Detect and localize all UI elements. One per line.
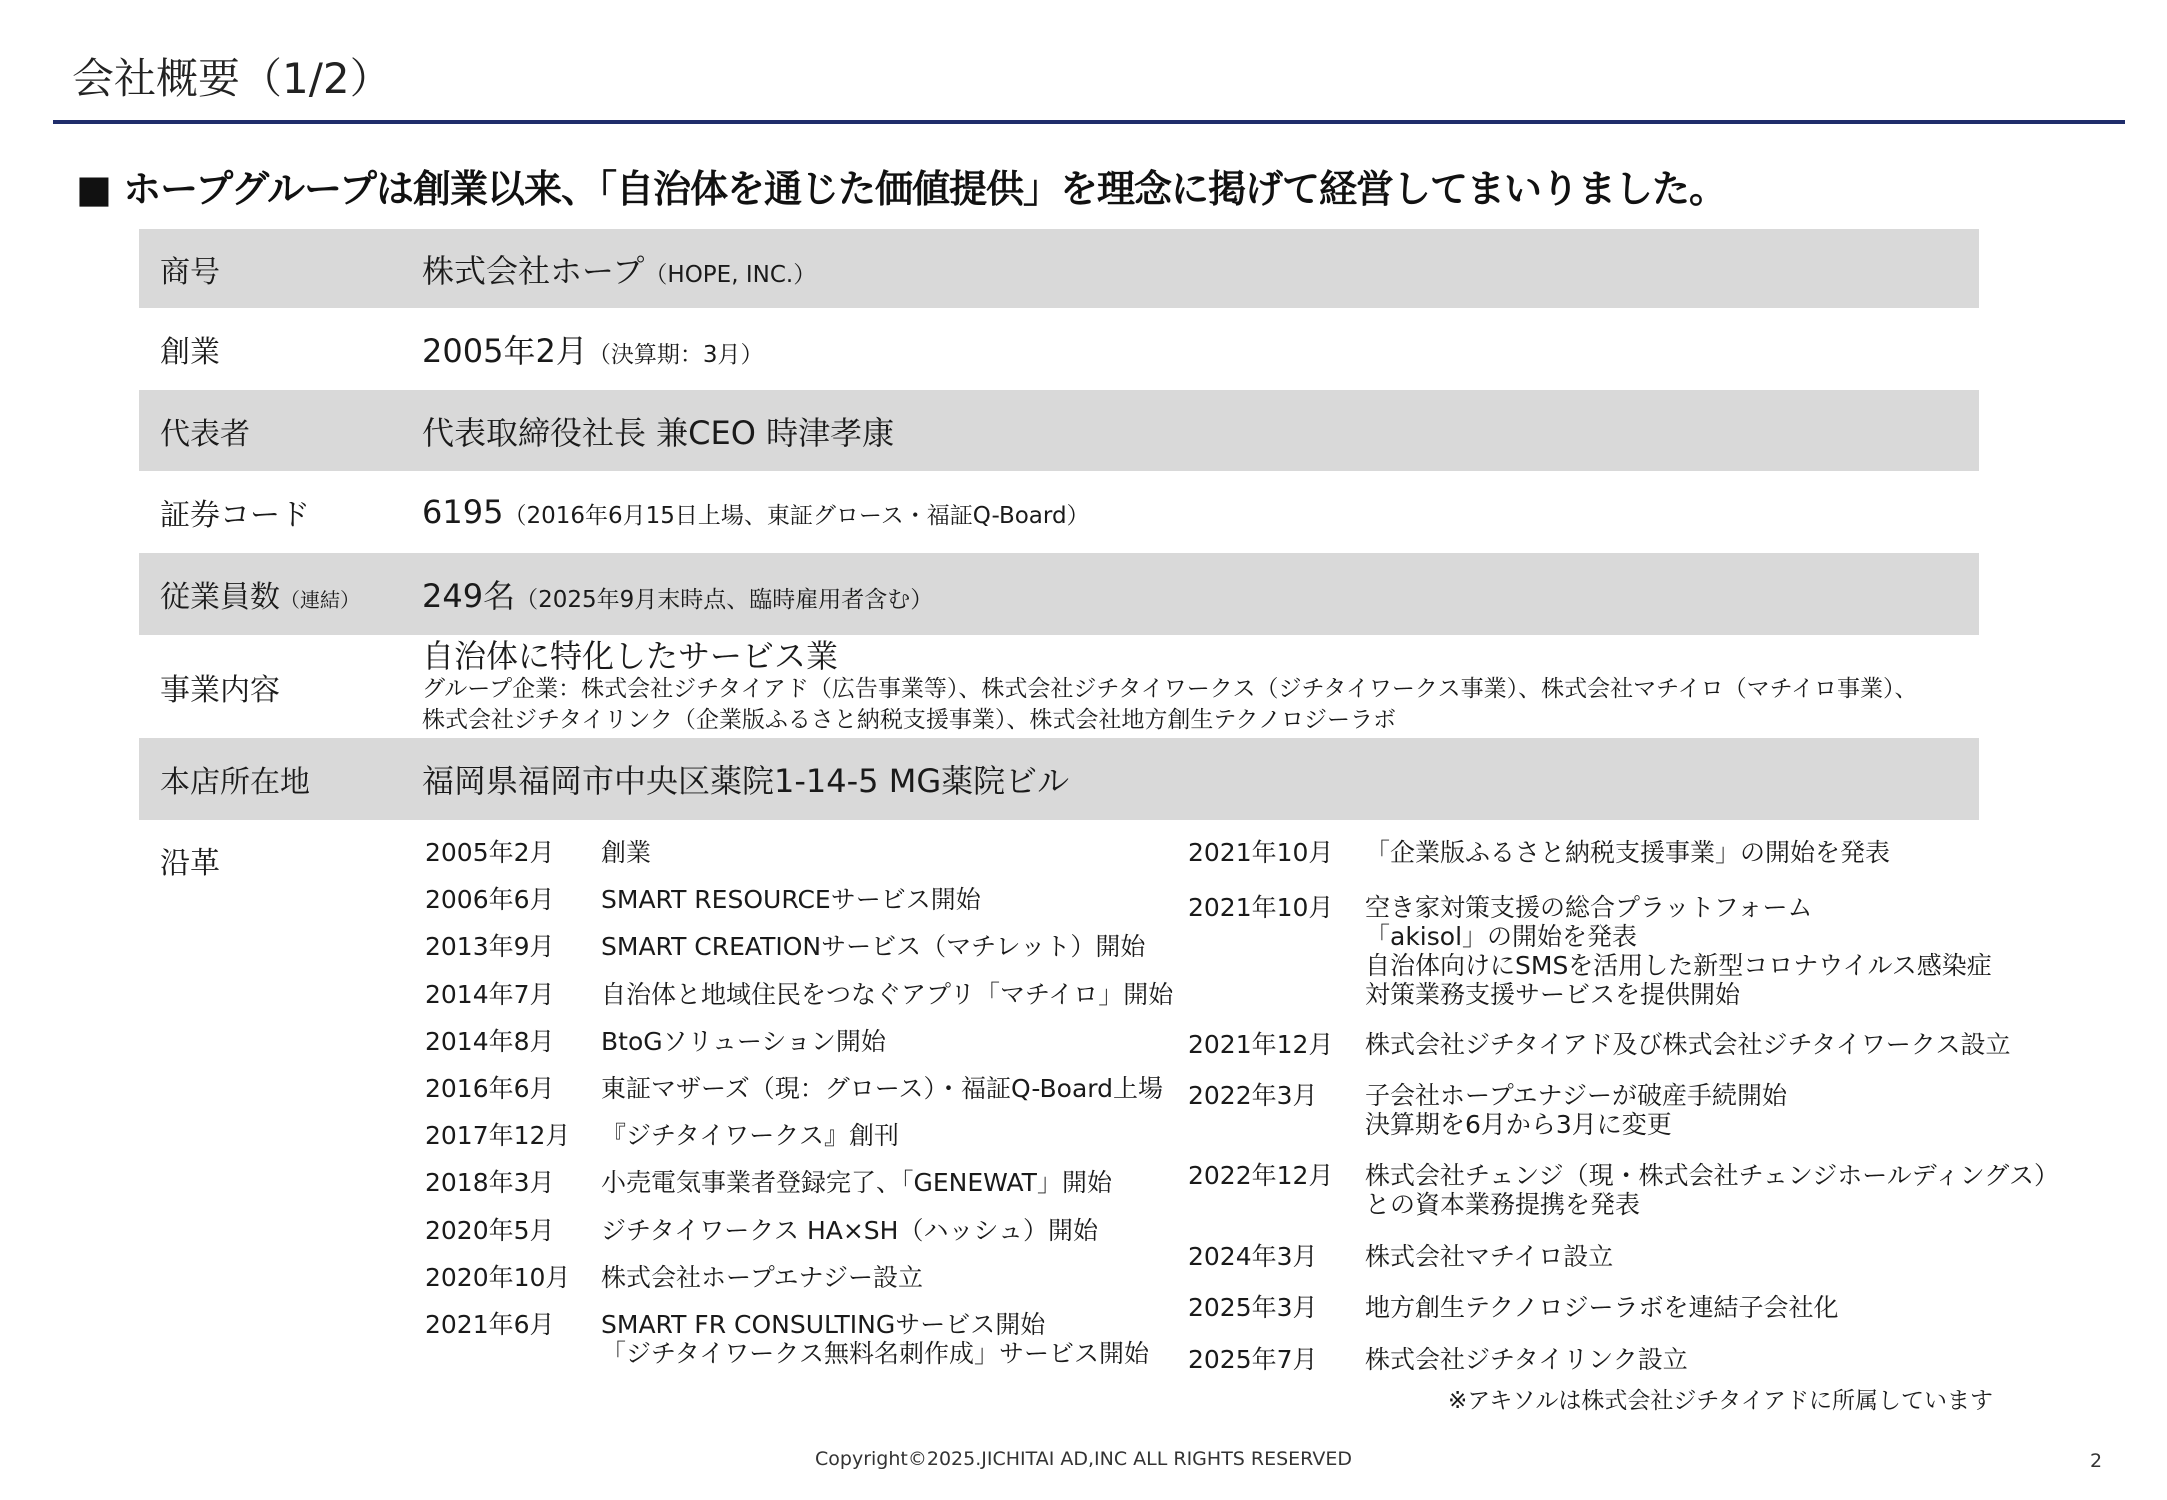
history-event (1365, 1293, 1839, 1322)
history-event (1365, 1161, 2059, 1219)
history-event-line: 株式会社マチイロ設立 (1365, 1242, 1614, 1271)
history-date: 2016年6月 (425, 1074, 555, 1103)
row-founded (139, 308, 1979, 390)
history-event (1365, 1345, 1688, 1374)
history-event-line: 「企業版ふるさと納税支援事業」の開始を発表 (1365, 838, 1891, 867)
history-event-line: 株式会社ジチタイアド及び株式会社ジチタイワークス設立 (1365, 1030, 2011, 1059)
row-label: 証券コード (160, 498, 310, 533)
group-companies-line: グループ企業：株式会社ジチタイアド（広告事業等）、株式会社ジチタイワークス（ジチタイワークス事業）、株式会社マチイロ（マチイロ事業）、 (422, 675, 1918, 702)
history-label: 沿革 (160, 846, 220, 881)
history-event-line: 決算期を6月から3月に変更 (1365, 1110, 1672, 1139)
history-event (601, 838, 651, 867)
history-event (601, 1263, 923, 1292)
history-note: ※アキソルは株式会社ジチタイアドに所属しています (1448, 1388, 1994, 1414)
history-event-line: 「akisol」の開始を発表 (1365, 922, 1638, 951)
history-date: 2013年9月 (425, 932, 555, 962)
row-employees (139, 553, 1979, 635)
value-text: 249名 (422, 577, 516, 615)
value-note: （決算期：3月） (587, 342, 764, 368)
history-event (601, 1074, 1163, 1103)
row-value (422, 246, 816, 292)
row-label: 商号 (160, 254, 220, 290)
history-event (601, 1310, 1149, 1368)
row-value: 代表取締役社長 兼CEO 時津孝康 (422, 413, 895, 452)
history-date: 2020年5月 (425, 1215, 555, 1245)
history-event-line: 対策業務支援サービスを提供開始 (1365, 980, 1741, 1009)
history-date: 2005年2月 (425, 838, 555, 867)
value-text: 6195 (422, 493, 504, 531)
page-title: 会社概要（1/2） (72, 54, 392, 103)
row-label (160, 572, 360, 616)
history-event (1365, 1030, 2011, 1059)
history-date: 2022年12月 (1188, 1161, 1334, 1190)
history-date: 2021年12月 (1188, 1030, 1334, 1059)
history-event-line: 『ジチタイワークス』創刊 (601, 1121, 900, 1151)
history-date: 2022年3月 (1188, 1081, 1318, 1110)
history-event-line: 「ジチタイワークス無料名刺作成」サービス開始 (601, 1339, 1150, 1368)
history-date: 2014年8月 (425, 1026, 555, 1056)
history-event-line: ジチタイワークス HA×SH（ハッシュ）開始 (601, 1215, 1098, 1245)
history-event (601, 1121, 899, 1150)
row-representative (139, 390, 1979, 471)
history-event-line: BtoGソリューション開始 (601, 1026, 886, 1056)
group-companies-line: 株式会社ジチタイリンク（企業版ふるさと納税支援事業）、株式会社地方創生テクノロジーラボ (422, 706, 1397, 733)
history-event-line: 小売電気事業者登録完了、「GENEWAT」開始 (601, 1168, 1112, 1198)
history-date: 2025年3月 (1188, 1293, 1318, 1322)
value-text: 2005年2月 (422, 332, 588, 370)
history-event-line: 株式会社ジチタイリンク設立 (1365, 1345, 1688, 1374)
history-event-line: 株式会社ホープエナジー設立 (601, 1262, 924, 1292)
history-event (601, 885, 981, 914)
row-value (422, 326, 763, 372)
history-event-line: 株式会社チェンジ（現・株式会社チェンジホールディングス） (1365, 1161, 2060, 1190)
title-divider (53, 120, 2125, 124)
row-label: 本店所在地 (160, 765, 310, 800)
value-text: 自治体に特化したサービス業 (422, 636, 839, 675)
row-business (139, 635, 1979, 738)
row-label: 代表者 (160, 416, 250, 452)
history-event (1365, 838, 1890, 867)
history-date: 2017年12月 (425, 1121, 571, 1151)
history-event (601, 932, 1145, 961)
history-event (1365, 1242, 1613, 1271)
history-event (601, 1027, 886, 1056)
row-label: 創業 (160, 335, 220, 370)
history-event (601, 1216, 1098, 1245)
history-event (1365, 1081, 1787, 1139)
row-securities-code (139, 471, 1979, 553)
row-label: 事業内容 (160, 672, 280, 708)
row-value (422, 493, 1090, 531)
history-event-line: SMART CREATIONサービス（マチレット）開始 (601, 932, 1146, 962)
row-value (422, 571, 933, 617)
history-event-line: 地方創生テクノロジーラボを連結子会社化 (1365, 1293, 1839, 1322)
history-event-line: との資本業務提携を発表 (1365, 1190, 1641, 1219)
row-value (422, 638, 1917, 736)
history-date: 2006年6月 (425, 885, 555, 915)
copyright: Copyright©2025.JICHITAI AD,INC ALL RIGHTS RESERVED (815, 1448, 1352, 1470)
value-note: （2025年9月末時点、臨時雇用者含む） (515, 587, 934, 613)
label-text: 従業員数 (160, 580, 280, 615)
row-head-office (139, 738, 1979, 820)
row-value: 福岡県福岡市中央区薬院1-14-5 MG薬院ビル (422, 762, 1070, 800)
history-event (601, 980, 1173, 1009)
history-date: 2024年3月 (1188, 1242, 1318, 1271)
history-event (1365, 893, 1992, 1009)
history-event-line: 東証マザーズ（現：グロース）・福証Q-Board上場 (601, 1074, 1163, 1103)
history-event-line: SMART RESOURCEサービス開始 (601, 885, 981, 915)
value-note: （HOPE, INC.） (644, 261, 817, 288)
history-date: 2020年10月 (425, 1262, 571, 1292)
value-text: 株式会社ホープ (422, 251, 645, 290)
row-trade-name (139, 229, 1979, 308)
label-note: （連結） (280, 588, 360, 612)
headline: ■ ホープグループは創業以来、「自治体を通じた価値提供」を理念に掲げて経営してまいりました。 (76, 167, 1727, 211)
history-event-line: 空き家対策支援の総合プラットフォーム (1365, 893, 1813, 922)
history-date: 2018年3月 (425, 1168, 555, 1198)
history-event-line: 子会社ホープエナジーが破産手続開始 (1365, 1081, 1788, 1110)
history-event (601, 1168, 1112, 1197)
history-date: 2014年7月 (425, 979, 555, 1009)
history-event-line: 自治体と地域住民をつなぐアプリ「マチイロ」開始 (601, 979, 1174, 1009)
value-note: （2016年6月15日上場、東証グロース・福証Q-Board） (503, 503, 1090, 529)
history-event-line: 自治体向けにSMSを活用した新型コロナウイルス感染症 (1365, 951, 1992, 980)
history-date: 2025年7月 (1188, 1345, 1318, 1374)
history-event-line: SMART FR CONSULTINGサービス開始 (601, 1310, 1046, 1339)
page-number: 2 (2090, 1450, 2103, 1472)
history-date: 2021年6月 (425, 1310, 555, 1339)
history-date: 2021年10月 (1188, 893, 1334, 922)
history-date: 2021年10月 (1188, 838, 1334, 867)
history-event-line: 創業 (601, 838, 652, 867)
